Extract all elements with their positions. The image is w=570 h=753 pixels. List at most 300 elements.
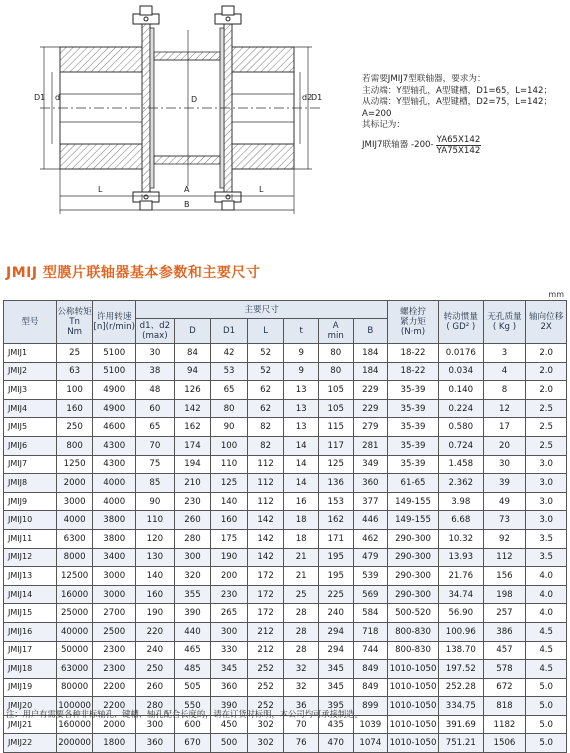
table-cell: 28 — [284, 641, 319, 660]
dim-l-left: L — [98, 185, 103, 194]
table-cell: 156 — [483, 567, 526, 586]
col-B: B — [353, 319, 388, 344]
table-cell: JMIJ2 — [4, 362, 57, 381]
table-cell: 2.0 — [526, 381, 567, 400]
table-cell: 62 — [247, 399, 284, 418]
col-mass: 无孔质量 ( Kg ) — [483, 301, 526, 344]
table-cell: 2200 — [93, 697, 136, 716]
table-row — [4, 585, 567, 604]
table-cell: 30 — [483, 455, 526, 474]
table-row — [4, 455, 567, 474]
table-cell: 65 — [211, 381, 248, 400]
table-cell: 112 — [247, 455, 284, 474]
table-cell: 80 — [211, 399, 248, 418]
table-cell: 36 — [284, 697, 319, 716]
table-cell: 30 — [136, 344, 175, 363]
table-cell: 320 — [174, 567, 211, 586]
table-cell: JMIJ9 — [4, 492, 57, 511]
table-cell: 18-22 — [388, 362, 439, 381]
dim-d: d — [55, 93, 61, 102]
table-cell: 1.458 — [438, 455, 483, 474]
table-cell: 3000 — [93, 585, 136, 604]
table-cell: 38 — [136, 362, 175, 381]
order-line-4: A=200 — [362, 108, 392, 119]
table-cell: 9 — [284, 362, 319, 381]
table-cell: 39 — [483, 474, 526, 493]
table-cell: 230 — [211, 585, 248, 604]
table-cell: 32 — [284, 660, 319, 679]
table-cell: 280 — [174, 529, 211, 548]
table-cell: 360 — [211, 678, 248, 697]
col-torque: 公称转矩 Tn Nm — [56, 301, 93, 344]
table-cell: 252 — [247, 678, 284, 697]
table-cell: 672 — [483, 678, 526, 697]
table-body — [4, 344, 567, 753]
table-cell: 21 — [284, 567, 319, 586]
table-cell: JMIJ12 — [4, 548, 57, 567]
table-cell: 198 — [483, 585, 526, 604]
table-cell: 260 — [136, 678, 175, 697]
table-cell: 257 — [483, 604, 526, 623]
col-inertia: 转动惯量 ( GD² ) — [438, 301, 483, 344]
table-cell: 446 — [353, 511, 388, 530]
table-row — [4, 641, 567, 660]
table-cell: 3.0 — [526, 474, 567, 493]
table-cell: 290-300 — [388, 567, 439, 586]
table-cell: 5.0 — [526, 678, 567, 697]
col-speed: 许用转速 [n](r/min) — [93, 301, 136, 344]
table-cell: 3 — [483, 344, 526, 363]
table-cell: 53 — [211, 362, 248, 381]
table-cell: 85 — [136, 474, 175, 493]
dim-l-right: L — [259, 185, 264, 194]
table-cell: 462 — [353, 529, 388, 548]
table-cell: 1182 — [483, 715, 526, 734]
col-main-dims: 主要尺寸 — [136, 301, 388, 319]
table-cell: JMIJ8 — [4, 474, 57, 493]
table-cell: 345 — [318, 660, 353, 679]
table-cell: 35-39 — [388, 399, 439, 418]
table-cell: 2.5 — [526, 399, 567, 418]
table-cell: 112 — [483, 548, 526, 567]
table-cell: 90 — [136, 492, 175, 511]
table-cell: 25 — [56, 344, 93, 363]
table-cell: 849 — [353, 660, 388, 679]
table-cell: 4.5 — [526, 622, 567, 641]
table-cell: 1010-1050 — [388, 734, 439, 753]
table-cell: 142 — [247, 511, 284, 530]
table-cell: 149-155 — [388, 492, 439, 511]
table-cell: 195 — [318, 567, 353, 586]
table-cell: 377 — [353, 492, 388, 511]
table-cell: 294 — [318, 641, 353, 660]
table-cell: 360 — [353, 474, 388, 493]
table-cell: 4600 — [93, 418, 136, 437]
table-cell: 450 — [211, 715, 248, 734]
table-cell: 9 — [284, 344, 319, 363]
table-row — [4, 511, 567, 530]
table-cell: 16 — [284, 492, 319, 511]
table-cell: 300 — [136, 715, 175, 734]
table-cell: 3.0 — [526, 492, 567, 511]
table-cell: 8000 — [56, 548, 93, 567]
table-cell: 578 — [483, 660, 526, 679]
order-line-3: 从动端：Y型轴孔，A型键槽，D2=75，L=142； — [362, 97, 553, 108]
table-cell: 800-830 — [388, 641, 439, 660]
table-cell: 13 — [284, 381, 319, 400]
order-line-5: 其标记为： — [362, 120, 405, 131]
table-cell: 184 — [353, 344, 388, 363]
table-cell: 125 — [318, 455, 353, 474]
table-cell: 2000 — [56, 474, 93, 493]
table-cell: 584 — [353, 604, 388, 623]
table-cell: 1010-1050 — [388, 697, 439, 716]
table-cell: 4300 — [93, 455, 136, 474]
table-row — [4, 362, 567, 381]
table-cell: 1250 — [56, 455, 93, 474]
table-cell: 390 — [211, 697, 248, 716]
table-cell: 82 — [247, 418, 284, 437]
table-cell: 56.90 — [438, 604, 483, 623]
parameter-table — [3, 300, 567, 753]
table-cell: 505 — [174, 678, 211, 697]
table-cell: 744 — [353, 641, 388, 660]
table-cell: 140 — [136, 567, 175, 586]
table-cell: 110 — [211, 455, 248, 474]
table-cell: 130 — [136, 548, 175, 567]
table-cell: 345 — [318, 678, 353, 697]
table-cell: 125 — [211, 474, 248, 493]
table-cell: 21 — [284, 548, 319, 567]
table-cell: 457 — [483, 641, 526, 660]
table-cell: 751.21 — [438, 734, 483, 753]
table-cell: 290-300 — [388, 548, 439, 567]
table-cell: 190 — [211, 548, 248, 567]
table-cell: 140 — [211, 492, 248, 511]
table-cell: 290-300 — [388, 529, 439, 548]
table-cell: 20 — [483, 436, 526, 455]
table-cell: 3.5 — [526, 548, 567, 567]
table-cell: 4000 — [93, 492, 136, 511]
table-cell: 465 — [174, 641, 211, 660]
table-row — [4, 622, 567, 641]
table-cell: 35-39 — [388, 436, 439, 455]
table-cell: 10.32 — [438, 529, 483, 548]
table-cell: 2.362 — [438, 474, 483, 493]
table-cell: JMIJ22 — [4, 734, 57, 753]
col-d12: d1、d2 (max) — [136, 319, 175, 344]
table-cell: 21.76 — [438, 567, 483, 586]
table-cell: 4.0 — [526, 585, 567, 604]
marking-bottom: YA75X142 — [436, 145, 481, 156]
table-cell: 5100 — [93, 362, 136, 381]
table-row — [4, 381, 567, 400]
table-cell: 25 — [284, 585, 319, 604]
table-cell: JMIJ16 — [4, 622, 57, 641]
table-cell: 16000 — [56, 585, 93, 604]
table-cell: 200000 — [56, 734, 93, 753]
table-cell: 6300 — [56, 529, 93, 548]
col-L: L — [247, 319, 284, 344]
table-cell: 100.96 — [438, 622, 483, 641]
table-row — [4, 678, 567, 697]
table-cell: 670 — [174, 734, 211, 753]
table-cell: 48 — [136, 381, 175, 400]
table-cell: 800-830 — [388, 622, 439, 641]
table-cell: 172 — [247, 585, 284, 604]
table-cell: 252 — [247, 660, 284, 679]
table-cell: 25000 — [56, 604, 93, 623]
table-cell: 138.70 — [438, 641, 483, 660]
table-cell: 73 — [483, 511, 526, 530]
table-cell: 112 — [247, 474, 284, 493]
table-cell: 115 — [318, 418, 353, 437]
table-cell: 435 — [318, 715, 353, 734]
table-cell: 470 — [318, 734, 353, 753]
table-cell: 162 — [174, 418, 211, 437]
table-cell: 2300 — [93, 641, 136, 660]
table-cell: 92 — [483, 529, 526, 548]
table-cell: 13.93 — [438, 548, 483, 567]
table-cell: 65 — [136, 418, 175, 437]
table-cell: 18 — [284, 511, 319, 530]
unit-label: mm — [548, 290, 564, 299]
table-cell: 3.5 — [526, 529, 567, 548]
table-cell: 13 — [284, 399, 319, 418]
table-cell: 479 — [353, 548, 388, 567]
table-cell: 2.5 — [526, 436, 567, 455]
table-cell: 62 — [247, 381, 284, 400]
order-example — [362, 74, 567, 156]
table-row — [4, 492, 567, 511]
table-cell: 142 — [174, 399, 211, 418]
table-cell: JMIJ13 — [4, 567, 57, 586]
table-cell: JMIJ7 — [4, 455, 57, 474]
table-cell: JMIJ5 — [4, 418, 57, 437]
table-cell: JMIJ14 — [4, 585, 57, 604]
table-cell: 184 — [353, 362, 388, 381]
table-cell: 110 — [136, 511, 175, 530]
dim-d1: D1 — [34, 93, 46, 102]
table-cell: 345 — [211, 660, 248, 679]
table-cell: 550 — [174, 697, 211, 716]
table-cell: 3800 — [93, 529, 136, 548]
table-cell: 1800 — [93, 734, 136, 753]
order-line-1: 若需要JMIJ7型联轴器，要求为： — [362, 74, 486, 84]
table-cell: 32 — [284, 678, 319, 697]
marking-prefix: JMIJ7联轴器 -200- — [362, 139, 434, 150]
table-cell: 718 — [353, 622, 388, 641]
table-cell: 0.724 — [438, 436, 483, 455]
table-cell: 1010-1050 — [388, 660, 439, 679]
table-cell: 5.0 — [526, 734, 567, 753]
table-cell: 2300 — [93, 660, 136, 679]
table-cell: 18-22 — [388, 344, 439, 363]
table-cell: 160 — [136, 585, 175, 604]
table-cell: 13 — [284, 418, 319, 437]
table-cell: 18 — [284, 529, 319, 548]
table-cell: 230 — [174, 492, 211, 511]
table-cell: 4300 — [93, 436, 136, 455]
table-cell: 2200 — [93, 678, 136, 697]
table-row — [4, 344, 567, 363]
table-cell: 0.140 — [438, 381, 483, 400]
table-cell: 212 — [247, 622, 284, 641]
table-cell: JMIJ21 — [4, 715, 57, 734]
table-cell: 569 — [353, 585, 388, 604]
table-cell: 294 — [318, 622, 353, 641]
dim-a: A — [184, 185, 190, 194]
table-cell: 1010-1050 — [388, 678, 439, 697]
table-cell: 190 — [136, 604, 175, 623]
table-cell: 3.0 — [526, 511, 567, 530]
table-cell: JMIJ1 — [4, 344, 57, 363]
table-cell: 63 — [56, 362, 93, 381]
table-cell: 14 — [284, 474, 319, 493]
table-cell: 14 — [284, 455, 319, 474]
dim-d1-right: D1 — [311, 93, 323, 102]
table-cell: 84 — [174, 344, 211, 363]
table-row — [4, 418, 567, 437]
col-bolt-torque: 螺栓拧 紧力矩 (N·m) — [388, 301, 439, 344]
table-cell: 0.034 — [438, 362, 483, 381]
table-cell: 0.224 — [438, 399, 483, 418]
table-cell: 265 — [211, 604, 248, 623]
table-cell: 330 — [211, 641, 248, 660]
table-cell: 4000 — [56, 511, 93, 530]
table-cell: 1039 — [353, 715, 388, 734]
table-cell: 80000 — [56, 678, 93, 697]
table-cell: 100 — [211, 436, 248, 455]
table-row — [4, 734, 567, 753]
table-cell: 40000 — [56, 622, 93, 641]
table-cell: JMIJ3 — [4, 381, 57, 400]
table-cell: 160 — [211, 511, 248, 530]
table-cell: 153 — [318, 492, 353, 511]
table-cell: JMIJ19 — [4, 678, 57, 697]
col-A: A min — [318, 319, 353, 344]
col-displacement: 轴向位移 2X — [526, 301, 567, 344]
table-cell: 260 — [174, 511, 211, 530]
table-cell: 14 — [284, 436, 319, 455]
table-cell: 8 — [483, 381, 526, 400]
table-cell: 4.5 — [526, 641, 567, 660]
table-cell: 500-520 — [388, 604, 439, 623]
table-row — [4, 399, 567, 418]
col-t: t — [284, 319, 319, 344]
table-cell: 90 — [211, 418, 248, 437]
table-cell: 4900 — [93, 381, 136, 400]
table-cell: 280 — [136, 697, 175, 716]
table-row — [4, 529, 567, 548]
table-cell: 35-39 — [388, 418, 439, 437]
table-cell: 539 — [353, 567, 388, 586]
table-cell: 120 — [136, 529, 175, 548]
table-cell: 50000 — [56, 641, 93, 660]
marking-fraction — [436, 135, 482, 156]
table-cell: 229 — [353, 399, 388, 418]
table-cell: JMIJ20 — [4, 697, 57, 716]
table-cell: 82 — [247, 436, 284, 455]
table-cell: 302 — [247, 715, 284, 734]
table-cell: JMIJ10 — [4, 511, 57, 530]
table-cell: 94 — [174, 362, 211, 381]
table-cell: 6.68 — [438, 511, 483, 530]
table-cell: 162 — [318, 511, 353, 530]
table-cell: 28 — [284, 622, 319, 641]
table-cell: 300 — [211, 622, 248, 641]
table-cell: 240 — [318, 604, 353, 623]
table-cell: 4.0 — [526, 604, 567, 623]
table-cell: 42 — [211, 344, 248, 363]
table-cell: 3.0 — [526, 455, 567, 474]
table-cell: 279 — [353, 418, 388, 437]
table-cell: 100 — [56, 381, 93, 400]
table-cell: 5100 — [93, 344, 136, 363]
table-cell: 229 — [353, 381, 388, 400]
table-cell: 52 — [247, 362, 284, 381]
table-cell: 250 — [136, 660, 175, 679]
order-line-2: 主动端：Y型轴孔，A型键槽，D1=65，L=142； — [362, 85, 553, 96]
footnote: 注：用户有需要各种非标轴孔、键槽、轴孔配合长度的，请在订货时标明，本公司均可承接制造。 — [6, 709, 363, 719]
table-cell: 395 — [318, 697, 353, 716]
table-cell: 210 — [174, 474, 211, 493]
table-cell: 70 — [136, 436, 175, 455]
table-cell: 0.0176 — [438, 344, 483, 363]
table-cell: 160 — [56, 399, 93, 418]
table-cell: 112 — [247, 492, 284, 511]
table-cell: 386 — [483, 622, 526, 641]
table-cell: 4900 — [93, 399, 136, 418]
table-cell: 334.75 — [438, 697, 483, 716]
table-cell: 290-300 — [388, 585, 439, 604]
dim-big-d: D — [191, 95, 198, 104]
table-row — [4, 660, 567, 679]
table-cell: 5.0 — [526, 697, 567, 716]
dim-d2: d2 — [302, 93, 313, 102]
page-title: JMIJ 型膜片联轴器基本参数和主要尺寸 — [6, 265, 261, 281]
table-cell: 174 — [174, 436, 211, 455]
table-cell: 3800 — [93, 511, 136, 530]
table-cell: 2000 — [93, 715, 136, 734]
table-cell: 5.0 — [526, 715, 567, 734]
table-row — [4, 604, 567, 623]
table-cell: 391.69 — [438, 715, 483, 734]
table-cell: 355 — [174, 585, 211, 604]
table-cell: 160000 — [56, 715, 93, 734]
table-cell: JMIJ11 — [4, 529, 57, 548]
table-row — [4, 567, 567, 586]
table-cell: 142 — [247, 548, 284, 567]
table-cell: 4.0 — [526, 567, 567, 586]
table-cell: 1010-1050 — [388, 715, 439, 734]
table-cell: 126 — [174, 381, 211, 400]
table-cell: 194 — [174, 455, 211, 474]
table-cell: 28 — [284, 604, 319, 623]
table-cell: 349 — [353, 455, 388, 474]
table-cell: 220 — [136, 622, 175, 641]
table-cell: 899 — [353, 697, 388, 716]
table-cell: 80 — [318, 344, 353, 363]
table-cell: 3000 — [93, 567, 136, 586]
table-cell: 52 — [247, 344, 284, 363]
table-cell: 4 — [483, 362, 526, 381]
table-cell: 240 — [136, 641, 175, 660]
table-cell: 360 — [136, 734, 175, 753]
table-cell: 2.0 — [526, 344, 567, 363]
table-cell: 172 — [247, 604, 284, 623]
table-cell: 3000 — [56, 492, 93, 511]
